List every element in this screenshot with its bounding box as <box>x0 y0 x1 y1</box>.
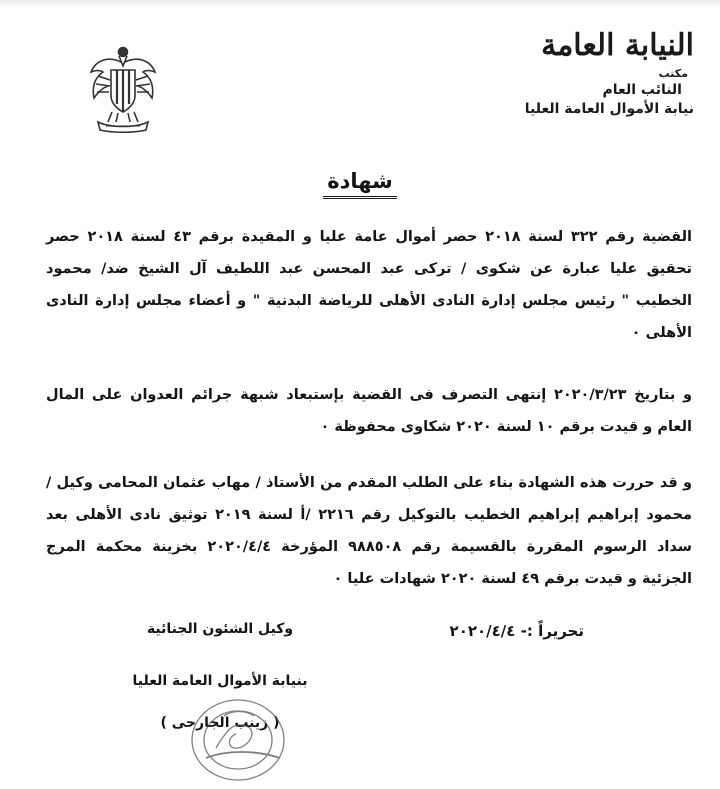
paragraph-case-details: القضية رقم ٣٢٢ لسنة ٢٠١٨ حصر أموال عامة عليا و المقيدة برقم ٤٣ لسنة ٢٠١٨ حصر تحقيق عليا عبارة عن شكوى / تركى عبد المحسن عبد اللطيف آل الشيخ ضد/ محمود الخطيب " رئيس مجلس إدارة النادى الأهلى للرياضة البدنية " و أعضاء مجلس إدارة النادى الأهلى ٠ <box>46 229 692 341</box>
signatory-name: ( زينب الجارحى ) <box>160 715 280 731</box>
paragraph-case-decision: و بتاريخ ٢٠٢٠/٣/٢٣ إنتهى التصرف فى القضية بإستبعاد شبهة جرائم العدوان على المال العام و قيدت برقم ١٠ لسنة ٢٠٢٠ شكاوى محفوظة ٠ <box>46 387 692 435</box>
letterhead-prosecutor: النائب العام <box>602 82 682 98</box>
signatory-department: بنيابة الأموال العامة العليا <box>132 673 308 689</box>
document-title <box>0 166 720 199</box>
official-seal-stamp-icon <box>176 688 306 788</box>
letterhead-department: نيابة الأموال العامة العليا <box>524 101 694 117</box>
document-title-text: شهادة <box>323 166 397 199</box>
letterhead-office: مكتب <box>658 67 688 80</box>
eagle-emblem-icon <box>88 42 158 134</box>
issue-date: تحريراً :- ٢٠٢٠/٤/٤ <box>449 622 584 640</box>
letterhead-title: النيابة العامة <box>541 28 694 63</box>
letterhead <box>474 26 694 119</box>
scan-edge <box>0 0 720 8</box>
paragraph-certificate-issuance: و قد حررت هذه الشهادة بناء على الطلب المقدم من الأستاذ / مهاب عثمان المحامى وكيل / محمود إبراهيم إبراهيم الخطيب بالتوكيل رقم ٢٢١٦ /أ لسنة ٢٠١٩ توثيق نادى الأهلى بعد سداد الرسوم المقررة بالقسيمة رقم ٩٨٨٥٠٨ المؤرخة ٢٠٢٠/٤/٤ بخزينة محكمة المرج الجزئية و قيدت برقم ٤٩ لسنة ٢٠٢٠ شهادات عليا ٠ <box>46 475 693 587</box>
signatory-title: وكيل الشئون الجنائية <box>146 621 294 637</box>
